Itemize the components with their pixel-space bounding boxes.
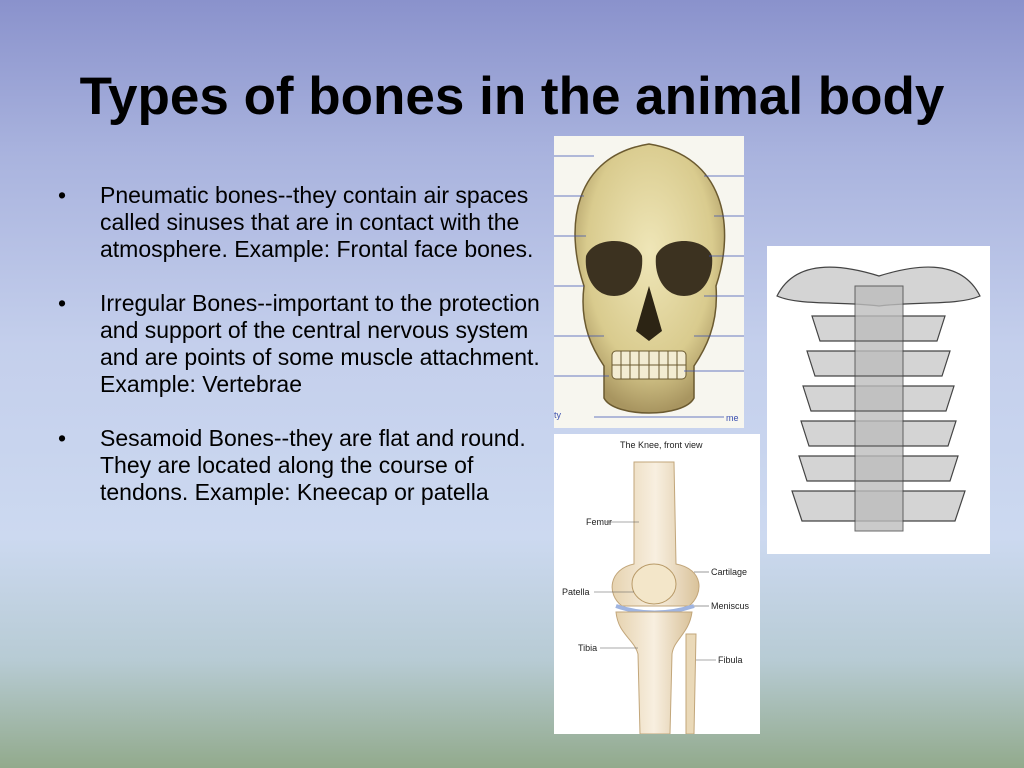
label-cartilage: Cartilage <box>711 567 748 577</box>
label-meniscus: Meniscus <box>711 601 750 611</box>
bullet-text: Pneumatic bones--they contain air spaces called sinuses that are in contact with the atmosphere. Example: Frontal face bones. <box>100 182 534 262</box>
slide-title: Types of bones in the animal body <box>79 67 945 126</box>
skull-image <box>554 136 744 428</box>
bullet-text: Sesamoid Bones--they are flat and round. They are located along the course of tendons. Example: Kneecap or patella <box>100 425 526 505</box>
bullet-list <box>56 182 546 533</box>
label-fibula: Fibula <box>718 655 743 665</box>
skull-label-left: ty <box>554 410 562 420</box>
bullet-symbol: • <box>58 425 67 451</box>
knee-caption: The Knee, front view <box>620 440 703 450</box>
bullet-symbol: • <box>58 182 67 208</box>
knee-image <box>554 434 760 734</box>
bullet-sesamoid <box>56 425 546 506</box>
label-patella: Patella <box>562 587 590 597</box>
label-femur: Femur <box>586 517 613 527</box>
vertebrae-image <box>767 246 990 554</box>
bullet-pneumatic <box>56 182 546 263</box>
bullet-text: Irregular Bones--important to the protection and support of the central nervous system and are points of some muscle attachment. Example: Vertebrae <box>100 290 540 397</box>
skull-label-right: me <box>726 413 739 423</box>
bullet-symbol: • <box>58 290 67 316</box>
bullet-irregular <box>56 290 546 398</box>
label-tibia: Tibia <box>578 643 598 653</box>
